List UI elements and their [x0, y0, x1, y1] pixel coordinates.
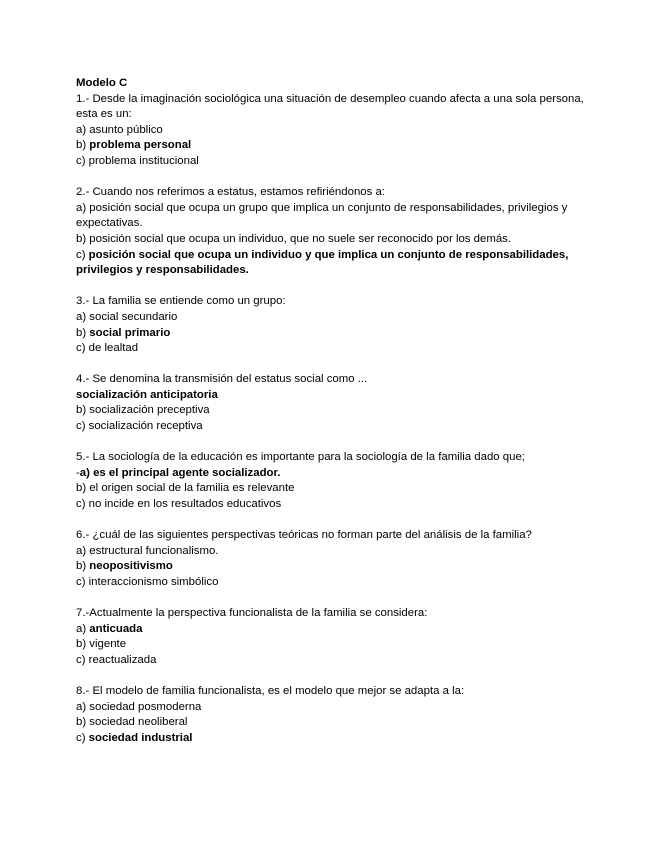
option-a: [76, 622, 596, 638]
option-a: [76, 310, 596, 326]
option-text: vigente: [89, 638, 127, 651]
option-text-answer: problema personal: [89, 139, 192, 152]
option-prefix: c): [76, 576, 89, 588]
option-text-answer: posición social que ocupa un individuo y que implica un conjunto de responsabilidades, privilegios y responsabilidades.: [76, 248, 569, 277]
question-1: [76, 92, 596, 170]
option-prefix: c): [76, 498, 89, 511]
option-prefix: b): [76, 716, 90, 729]
option-a: [76, 123, 596, 139]
option-text: posición social que ocupa un grupo que implica un conjunto de responsabilidades, privilegios y expectativas.: [76, 201, 568, 230]
question-text: 7.-Actualmente la perspectiva funcionalista de la familia se considera:: [76, 607, 428, 620]
option-text: problema institucional: [88, 154, 199, 167]
option-c: [76, 575, 596, 591]
option-a: [76, 544, 596, 560]
question-6: [76, 528, 596, 590]
option-text-answer: social primario: [89, 326, 171, 339]
question-text: 8.- El modelo de familia funcionalista, es el modelo que mejor se adapta a la:: [76, 685, 465, 698]
option-b: [76, 637, 596, 653]
option-text: el origen social de la familia es relevante: [89, 482, 295, 495]
option-c: [76, 653, 596, 669]
option-text: posición social que ocupa un individuo, que no suele ser reconocido por los demás.: [89, 232, 512, 245]
option-b: [76, 326, 596, 342]
option-c: [76, 341, 596, 357]
option-a: [76, 466, 596, 482]
option-b: [76, 403, 596, 419]
question-8: [76, 684, 596, 746]
option-prefix: c): [76, 154, 89, 167]
option-text-answer: a) es el principal agente socializador.: [79, 466, 281, 479]
question-3: [76, 294, 596, 356]
option-c: [76, 731, 596, 747]
option-b: [76, 232, 596, 248]
question-text: 5.- La sociología de la educación es importante para la sociología de la familia dado que;: [76, 451, 525, 464]
option-prefix: a): [76, 201, 90, 214]
option-b: [76, 559, 596, 575]
option-text-answer: socialización anticipatoria: [76, 388, 218, 401]
option-text-answer: anticuada: [89, 622, 143, 635]
option-b: [76, 715, 596, 731]
option-prefix: c): [76, 248, 89, 261]
option-prefix: c): [76, 342, 89, 355]
option-text: de lealtad: [88, 342, 139, 355]
question-text: 3.- La familia se entiende como un grupo:: [76, 295, 286, 308]
option-prefix: a): [76, 123, 90, 136]
option-prefix: b): [76, 326, 90, 339]
option-a: [76, 201, 596, 232]
option-c: [76, 248, 596, 279]
option-a: [76, 700, 596, 716]
option-text: sociedad neoliberal: [89, 716, 188, 729]
question-text: 1.- Desde la imaginación sociológica una situación de desempleo cuando afecta a una sola persona, esta es un:: [76, 92, 584, 121]
question-2: [76, 185, 596, 279]
option-prefix: b): [76, 638, 90, 651]
option-prefix: b): [76, 139, 90, 152]
option-c: [76, 154, 596, 170]
option-text: socialización preceptiva: [89, 404, 210, 417]
option-text: estructural funcionalismo.: [89, 544, 219, 557]
option-prefix: c): [76, 420, 89, 433]
option-b: [76, 138, 596, 154]
option-prefix: b): [76, 232, 90, 245]
option-prefix: -: [76, 466, 80, 479]
option-prefix: b): [76, 560, 90, 573]
option-prefix: a): [76, 310, 90, 323]
option-text-answer: neopositivismo: [89, 560, 173, 573]
question-text: 4.- Se denomina la transmisión del estatus social como ...: [76, 373, 368, 386]
option-prefix: a): [76, 544, 90, 557]
question-7: [76, 606, 596, 668]
option-b: [76, 481, 596, 497]
option-text: sociedad posmoderna: [89, 700, 202, 713]
question-text: 2.- Cuando nos referimos a estatus, estamos refiriéndonos a:: [76, 186, 385, 199]
document-page: [76, 76, 596, 762]
option-prefix: a): [76, 700, 90, 713]
option-prefix: c): [76, 653, 89, 666]
option-c: [76, 497, 596, 513]
option-prefix: c): [76, 731, 89, 744]
option-text-answer: sociedad industrial: [88, 731, 193, 744]
option-text: asunto público: [89, 123, 163, 136]
option-prefix: a): [76, 622, 90, 635]
document-title: Modelo C: [76, 77, 128, 89]
option-text: socialización receptiva: [88, 420, 203, 433]
option-text: reactualizada: [88, 653, 157, 666]
option-prefix: b): [76, 482, 90, 495]
option-a: [76, 388, 596, 404]
question-5: [76, 450, 596, 512]
question-text: 6.- ¿cuál de las siguientes perspectivas teóricas no forman parte del análisis de la familia?: [76, 529, 532, 542]
option-text: social secundario: [89, 310, 178, 323]
question-4: [76, 372, 596, 434]
option-prefix: b): [76, 404, 90, 417]
option-text: interaccionismo simbólico: [88, 576, 219, 588]
option-text: no incide en los resultados educativos: [88, 498, 282, 511]
option-c: [76, 419, 596, 435]
